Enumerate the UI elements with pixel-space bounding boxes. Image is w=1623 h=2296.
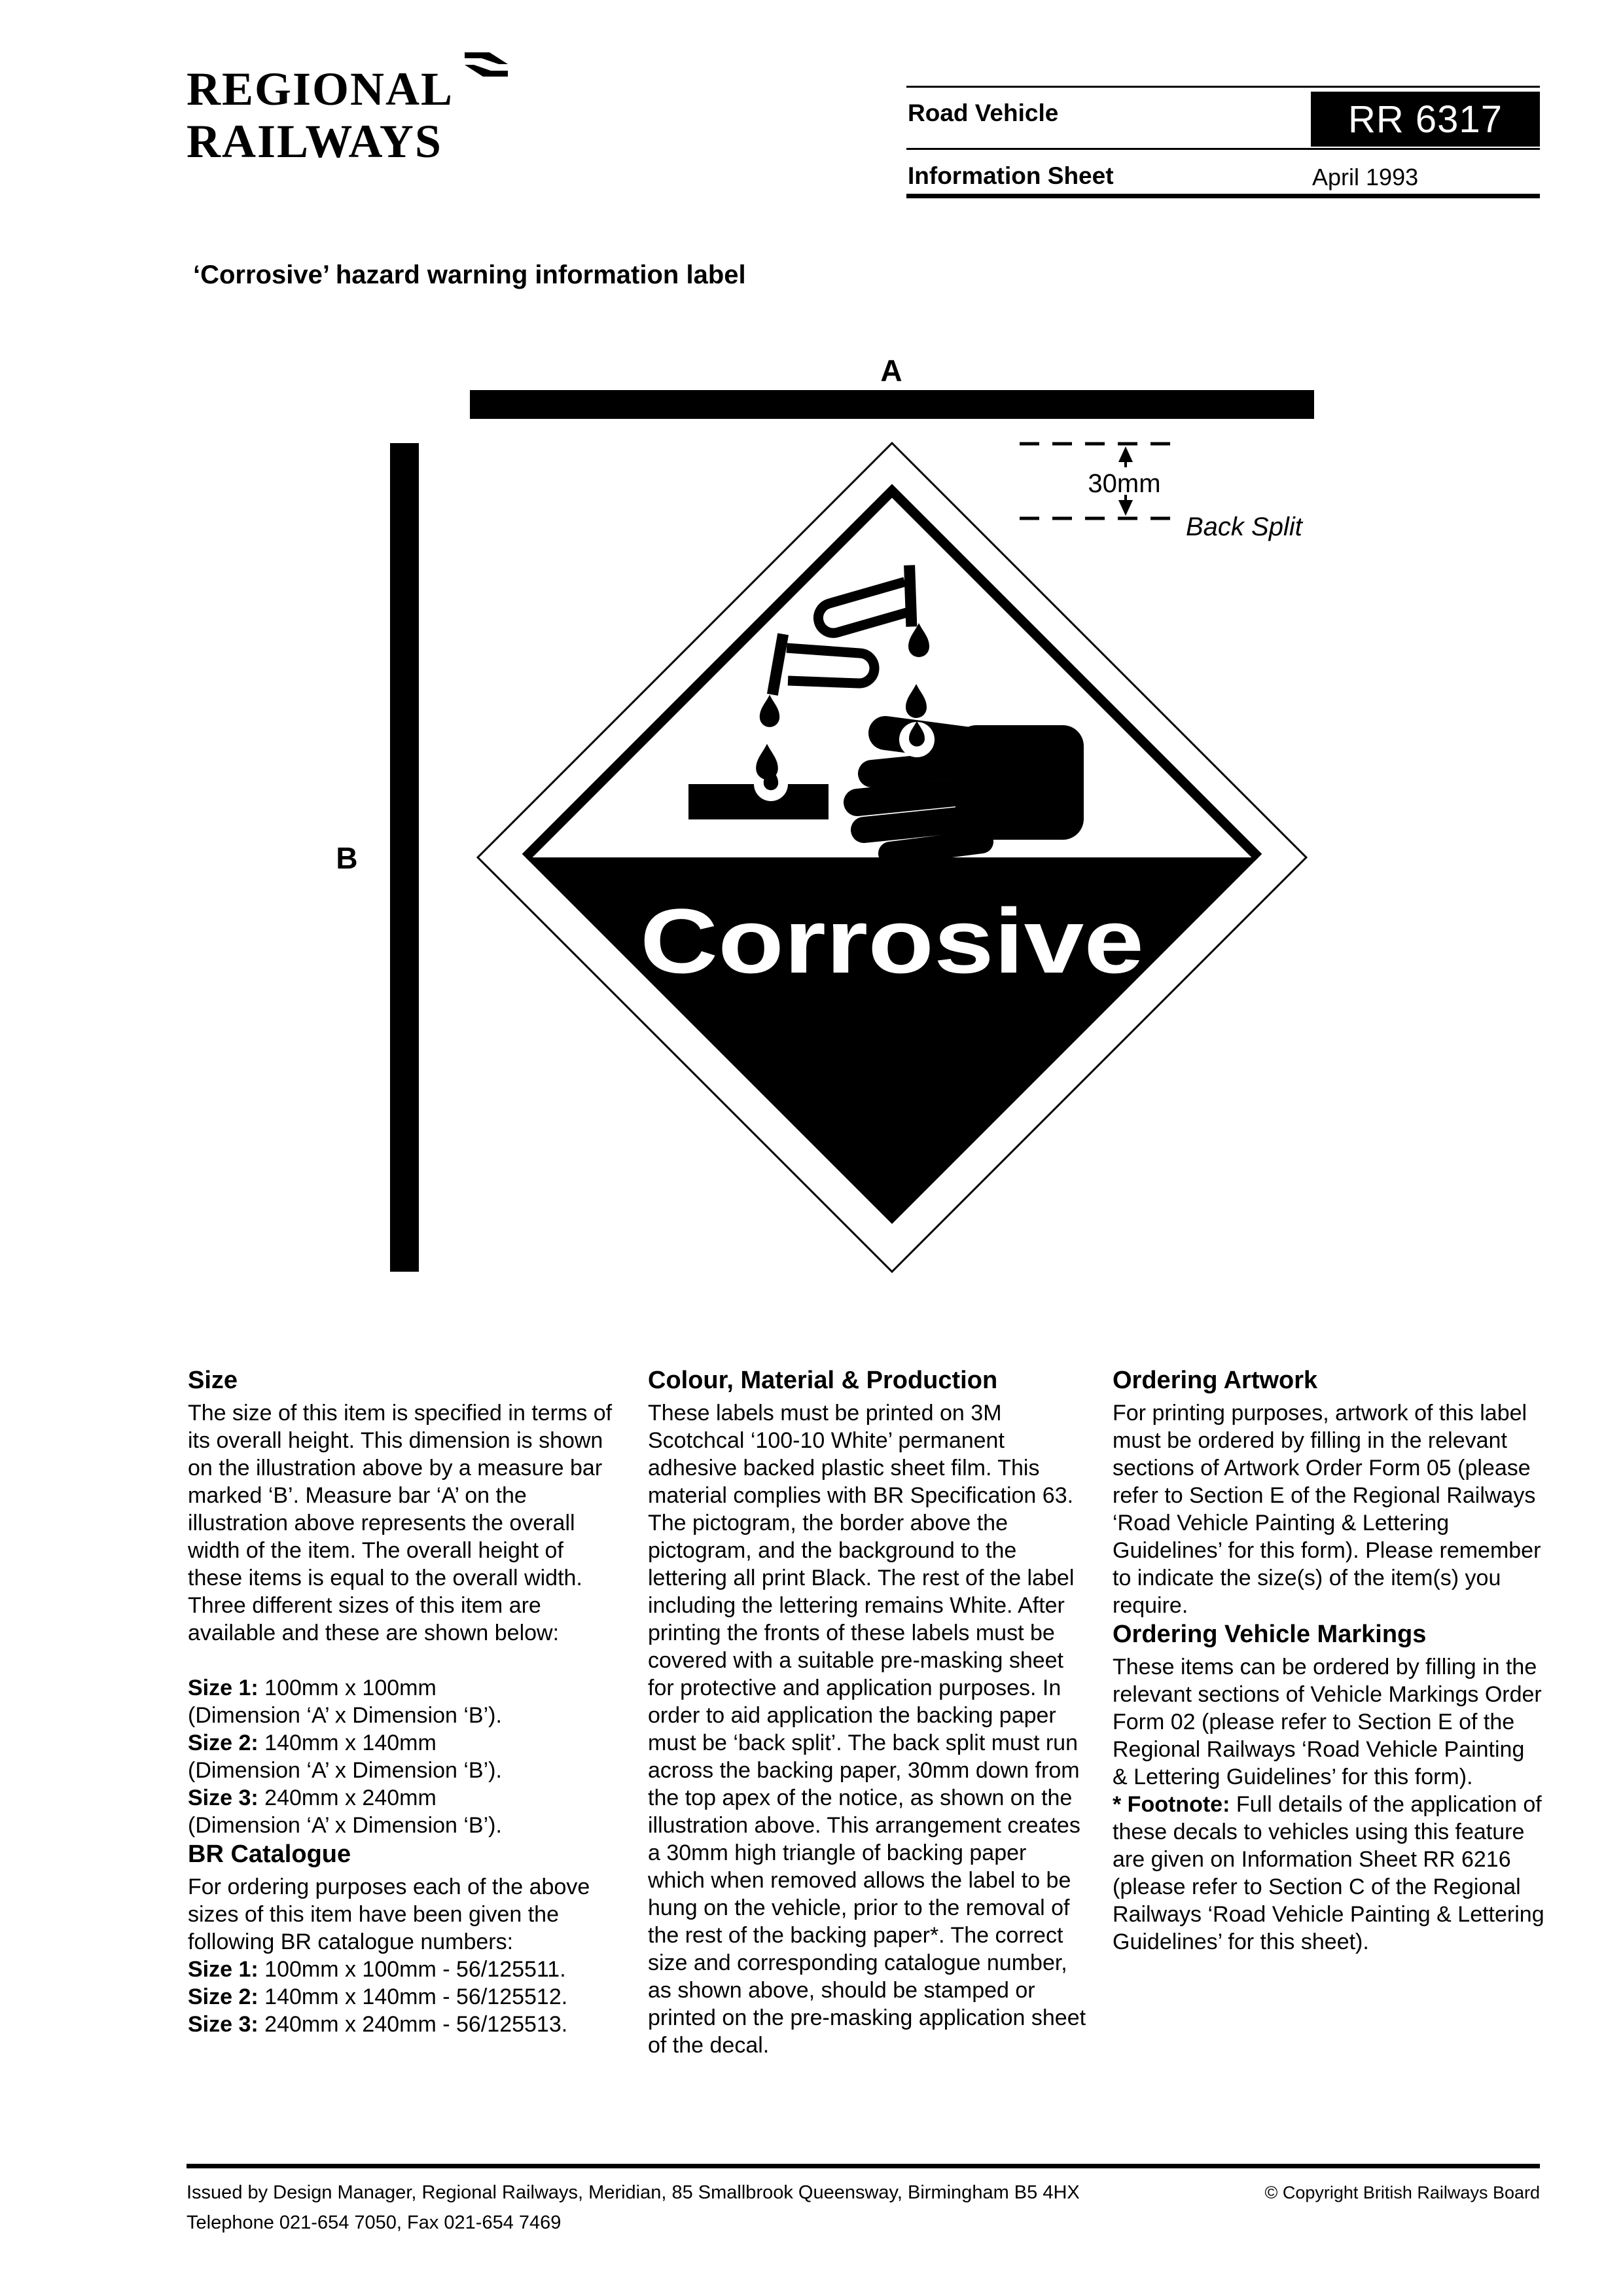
issue-date: April 1993 [1312, 164, 1419, 190]
column-colour-material [648, 1365, 1088, 2059]
size-spec-item [188, 1729, 622, 1784]
split-offset-label: 30mm [1088, 469, 1161, 498]
doc-type-label: Road Vehicle [908, 99, 1059, 126]
regional-railways-logo [187, 63, 454, 168]
footnote-label: * Footnote: [1113, 1792, 1230, 1817]
size-item-value: 100mm x 100mm [258, 1676, 437, 1700]
size-item-label: Size 3: [188, 1785, 259, 1810]
size-paragraph-1: The size of this item is specified in terms of its overall height. This dimension is shown on the illustration above by a measure bar marked ‘B’. Measure bar ‘A’ on the illustration above represents the overall width of the item. The overall height of these items is equal to the overall width. [188, 1401, 613, 1590]
size-item-dims: (Dimension ‘A’ x Dimension ‘B’). [188, 1703, 502, 1728]
size-spec-item [188, 1674, 622, 1729]
footer-copyright: © Copyright British Railways Board [1264, 2183, 1540, 2202]
measure-bar-a [470, 390, 1314, 419]
footnote [1113, 1791, 1544, 1956]
size-item-dims: (Dimension ‘A’ x Dimension ‘B’). [188, 1758, 502, 1783]
footer-rule [187, 2164, 1540, 2168]
back-split-label: Back Split [1186, 512, 1302, 541]
catalogue-item-value: 140mm x 140mm - 56/125512. [258, 1984, 568, 2009]
size-spec-list [188, 1674, 622, 1839]
size-item-dims: (Dimension ‘A’ x Dimension ‘B’). [188, 1813, 502, 1838]
footnote-text: Full details of the application of these decals to vehicles using this feature are given on Information Sheet RR 6216 (please refer to Section C of the Regional Railways ‘Road Vehicle Painting & Lettering Guidelines’ for this sheet). [1113, 1792, 1544, 1954]
header-rule-middle [906, 148, 1540, 150]
doc-ref-badge [1311, 92, 1540, 147]
label-illustration [301, 347, 1387, 1289]
british-rail-double-arrow-icon [462, 48, 510, 81]
logo-line-2: RAILWAYS [187, 115, 442, 168]
measure-b-label: B [336, 841, 358, 875]
sheet-type-label: Information Sheet [908, 162, 1114, 189]
br-catalogue-paragraph: For ordering purposes each of the above sizes of this item have been given the following BR catalogue numbers: [188, 1874, 590, 1954]
catalogue-item [188, 1956, 622, 1983]
column-size [188, 1365, 622, 2038]
catalogue-list [188, 1956, 622, 2038]
header-rule-top [906, 86, 1540, 88]
logo-line-1: REGIONAL [187, 63, 454, 115]
page-title: ‘Corrosive’ hazard warning information label [193, 260, 746, 289]
ordering-markings-paragraph: These items can be ordered by filling in the relevant sections of Vehicle Markings Order Form 02 (please refer to Section E of the Regional Railways ‘Road Vehicle Painting & Lettering Guidelines’ for this form). [1113, 1655, 1542, 1789]
size-heading: Size [188, 1367, 238, 1394]
measure-a-label: A [880, 353, 902, 387]
catalogue-item-label: Size 1: [188, 1957, 259, 1982]
footer-issued-by: Issued by Design Manager, Regional Railways, Meridian, 85 Smallbrook Queensway, Birmingham B5 4HX [187, 2182, 1080, 2203]
catalogue-item-value: 100mm x 100mm - 56/125511. [258, 1957, 566, 1982]
measure-bar-b [390, 443, 419, 1272]
colour-paragraph: These labels must be printed on 3M Scotchcal ‘100-10 White’ permanent adhesive backed plastic sheet film. This material complies with BR Specification 63. The pictogram, the border above the pictogram, and the background to the lettering all print Black. The rest of the label including the lettering remains White. After printing the fronts of these labels must be covered with a suitable pre-masking sheet for protective and application purposes. In order to aid application the backing paper must be ‘back split’. The back split must run across the backing paper, 30mm down from the top apex of the notice, as shown on the illustration above. This arrangement creates a 30mm high triangle of backing paper which when removed allows the label to be hung on the vehicle, prior to the removal of the rest of the backing paper*. The correct size and corresponding catalogue number, as shown above, should be stamped or printed on the pre-masking application sheet of the decal. [648, 1401, 1086, 2058]
size-item-label: Size 1: [188, 1676, 259, 1700]
size-paragraph-2: Three different sizes of this item are available and these are shown below: [188, 1593, 560, 1645]
ordering-markings-heading: Ordering Vehicle Markings [1113, 1621, 1427, 1648]
back-split-annotation [1020, 444, 1304, 541]
footer-row [187, 2182, 1540, 2204]
catalogue-item-label: Size 3: [188, 2012, 259, 2037]
corrosive-word: Corrosive [640, 889, 1144, 992]
size-item-value: 240mm x 240mm [258, 1785, 437, 1810]
hand-silhouette [857, 721, 1084, 854]
catalogue-item-value: 240mm x 240mm - 56/125513. [258, 2012, 568, 2037]
header-rule-bottom [906, 194, 1540, 198]
size-item-value: 140mm x 140mm [258, 1731, 437, 1755]
ordering-artwork-paragraph: For printing purposes, artwork of this label must be ordered by filling in the relevant sections of Artwork Order Form 05 (please refer to Section E of the Regional Railways ‘Road Vehicle Painting & Lettering Guidelines’ for this form). Please remember to indicate the size(s) of the item(s) you require. [1113, 1401, 1541, 1618]
size-spec-item [188, 1784, 622, 1839]
colour-heading: Colour, Material & Production [648, 1367, 998, 1394]
footer-telephone: Telephone 021-654 7050, Fax 021-654 7469 [187, 2212, 562, 2233]
ordering-artwork-heading: Ordering Artwork [1113, 1367, 1318, 1394]
br-catalogue-heading: BR Catalogue [188, 1840, 351, 1868]
catalogue-item [188, 1983, 622, 2011]
column-ordering [1113, 1365, 1544, 1956]
catalogue-item [188, 2011, 622, 2038]
catalogue-item-label: Size 2: [188, 1984, 259, 2009]
size-item-label: Size 2: [188, 1731, 259, 1755]
doc-ref-number: RR 6317 [1348, 98, 1503, 141]
